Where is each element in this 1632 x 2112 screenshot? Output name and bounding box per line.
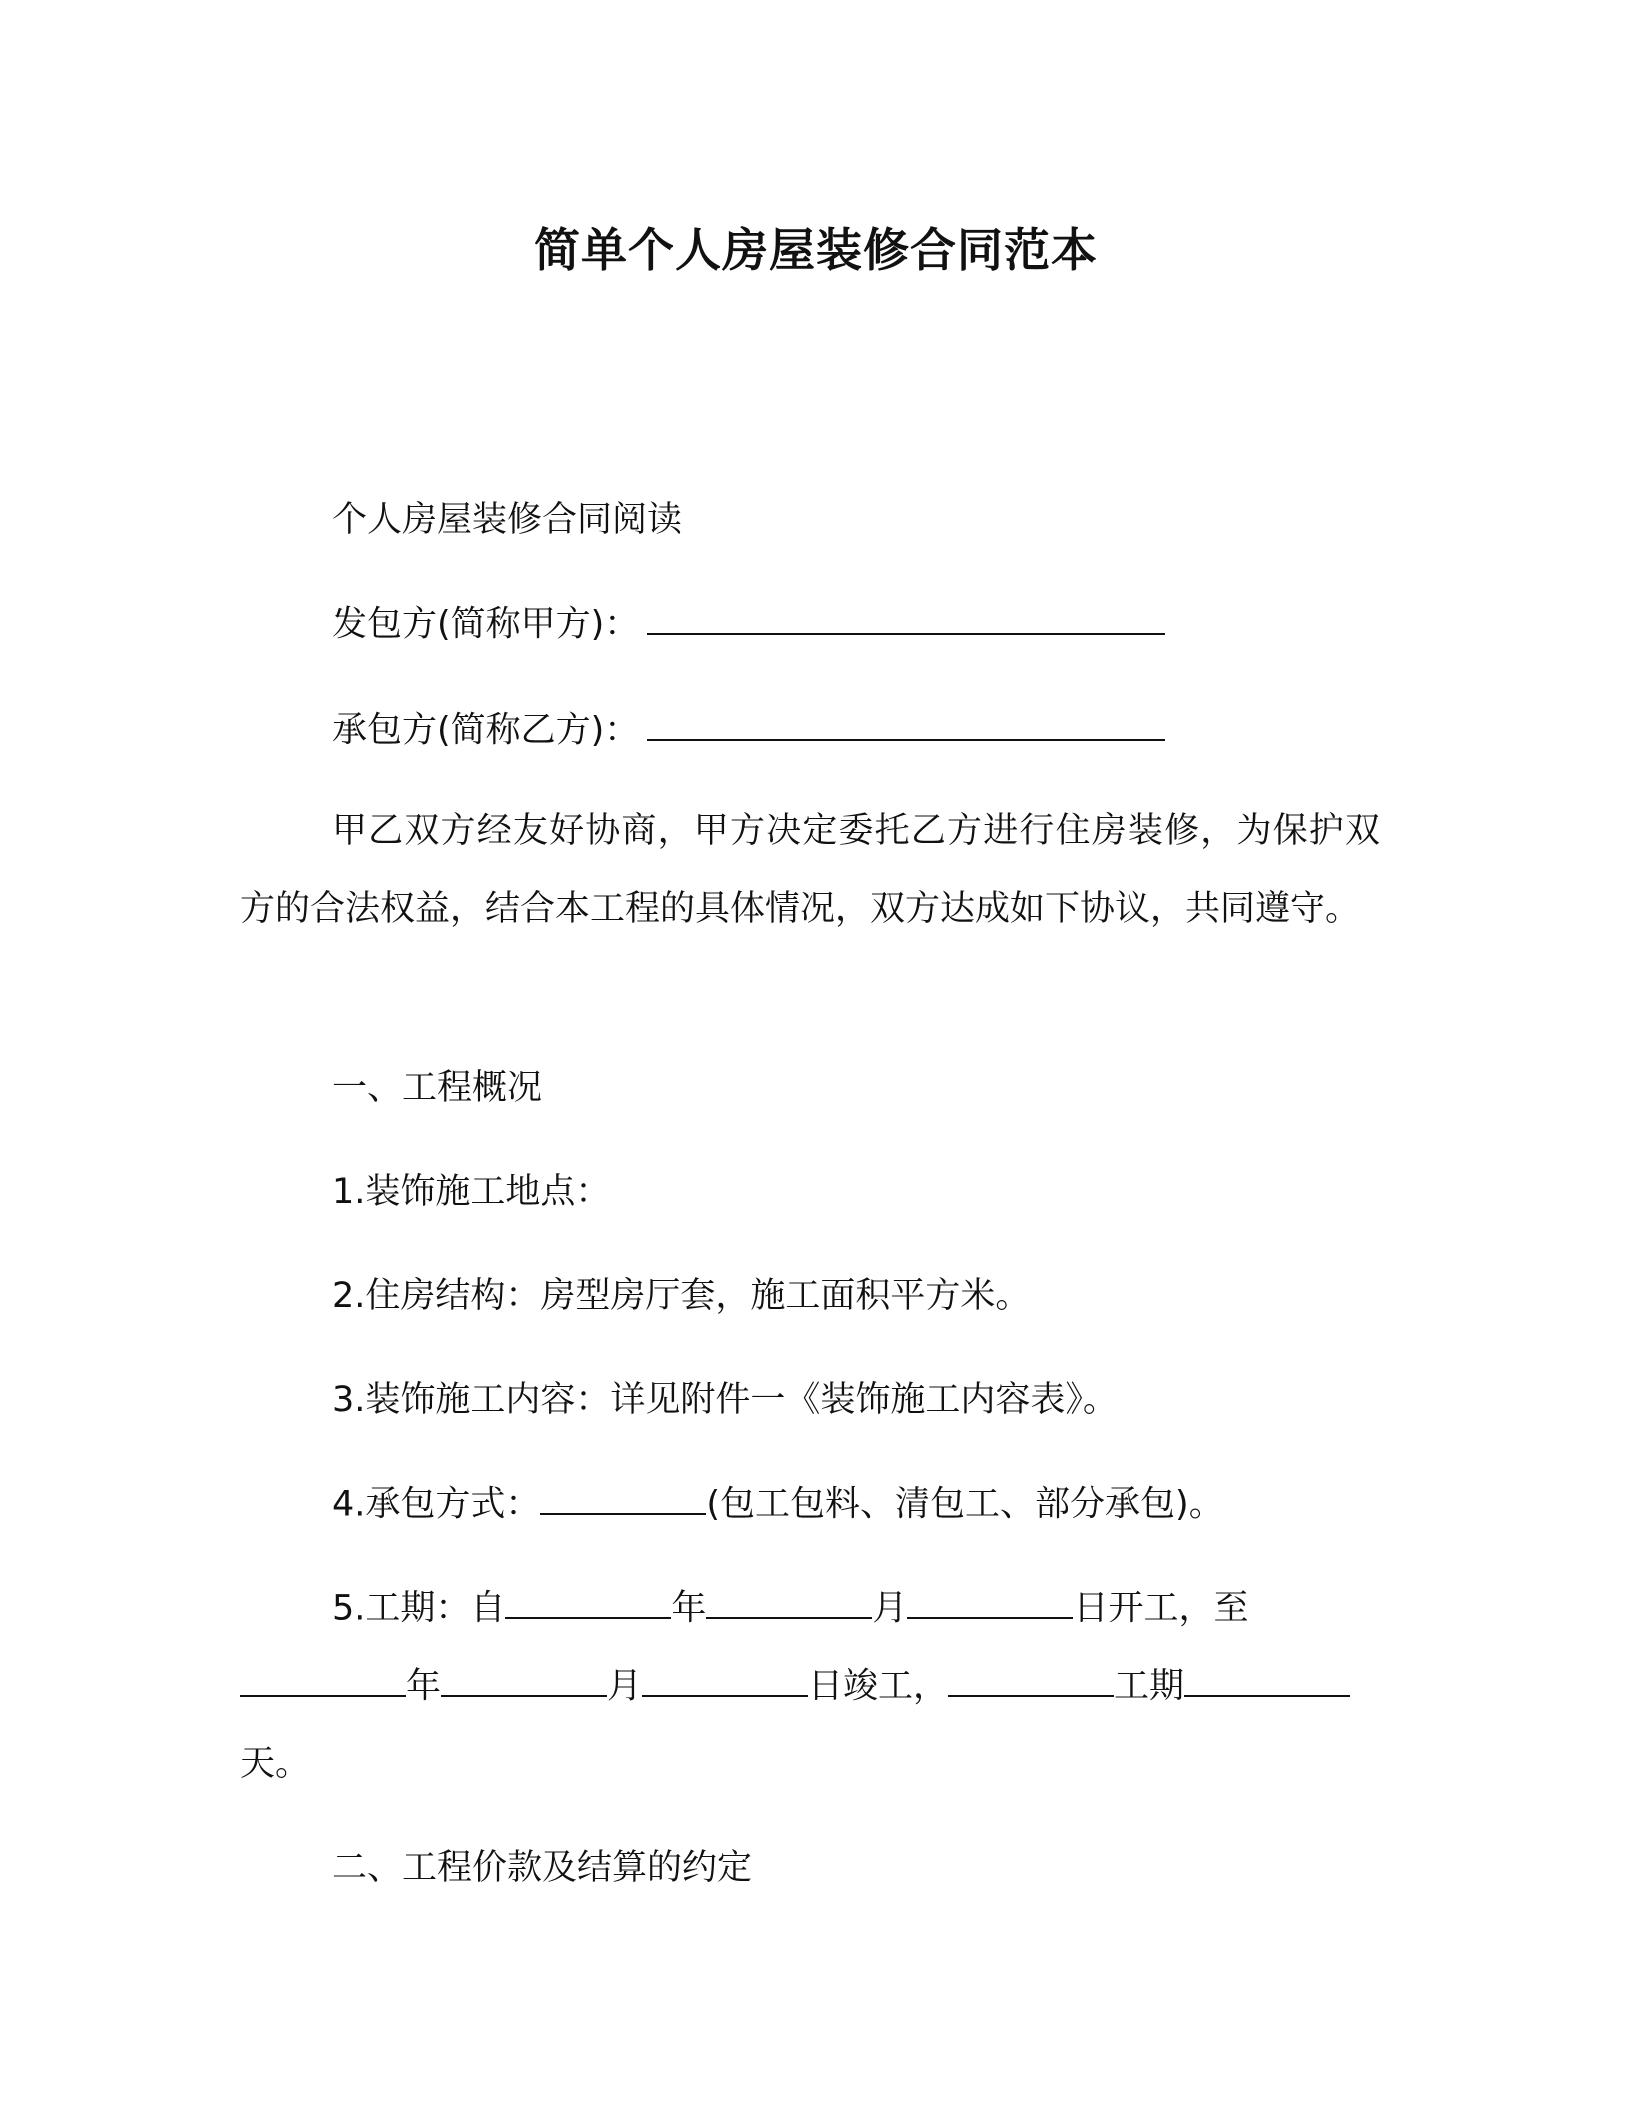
end-month-blank [441,1662,607,1697]
item-2-structure: 2.住房结构：房型房厅套，施工面积平方米。 [332,1276,1031,1316]
item-5-schedule-line-1 [332,1584,1248,1632]
section-2-heading: 二、工程价款及结算的约定 [332,1848,753,1888]
party-a-line [332,600,1165,648]
item-4-options: (包工包料、清包工、部分承包)。 [706,1484,1224,1525]
end-month-label: 月 [607,1666,643,1707]
start-day-blank [907,1584,1073,1619]
start-month-label: 月 [872,1588,908,1629]
start-year-blank [505,1584,671,1619]
end-year-blank [240,1662,406,1697]
duration-label: 工期 [1114,1666,1185,1707]
item-4-label: 4.承包方式： [332,1484,541,1525]
document-subtitle: 个人房屋装修合同阅读 [332,500,683,540]
duration-prefix-blank [948,1662,1114,1697]
start-day-label: 日开工，至 [1073,1588,1249,1629]
item-4-contract-mode [332,1480,1224,1528]
item-3-content: 3.装饰施工内容：详见附件一《装饰施工内容表》。 [332,1380,1118,1420]
item-5-schedule-line-2 [240,1662,1350,1710]
document-title: 简单个人房屋装修合同范本 [534,223,1098,277]
item-5-days-unit: 天。 [240,1744,311,1784]
item-4-blank [540,1480,706,1515]
end-year-label: 年 [406,1666,442,1707]
party-b-label: 承包方(简称乙方)： [332,710,640,751]
start-year-label: 年 [671,1588,707,1629]
party-b-line [332,706,1165,754]
intro-paragraph: 甲乙双方经友好协商，甲方决定委托乙方进行住房装修，为保护双方的合法权益，结合本工程的具体情况，双方达成如下协议，共同遵守。 [240,811,1380,929]
end-day-label: 日竣工， [808,1666,949,1707]
start-month-blank [706,1584,872,1619]
duration-days-blank [1184,1662,1350,1697]
party-b-blank [647,706,1165,741]
party-a-label: 发包方(简称甲方)： [332,604,640,645]
end-day-blank [642,1662,808,1697]
item-1-location: 1.装饰施工地点： [332,1172,611,1212]
item-5-prefix: 5.工期：自 [332,1588,506,1629]
party-a-blank [647,600,1165,635]
section-1-heading: 一、工程概况 [332,1068,543,1108]
